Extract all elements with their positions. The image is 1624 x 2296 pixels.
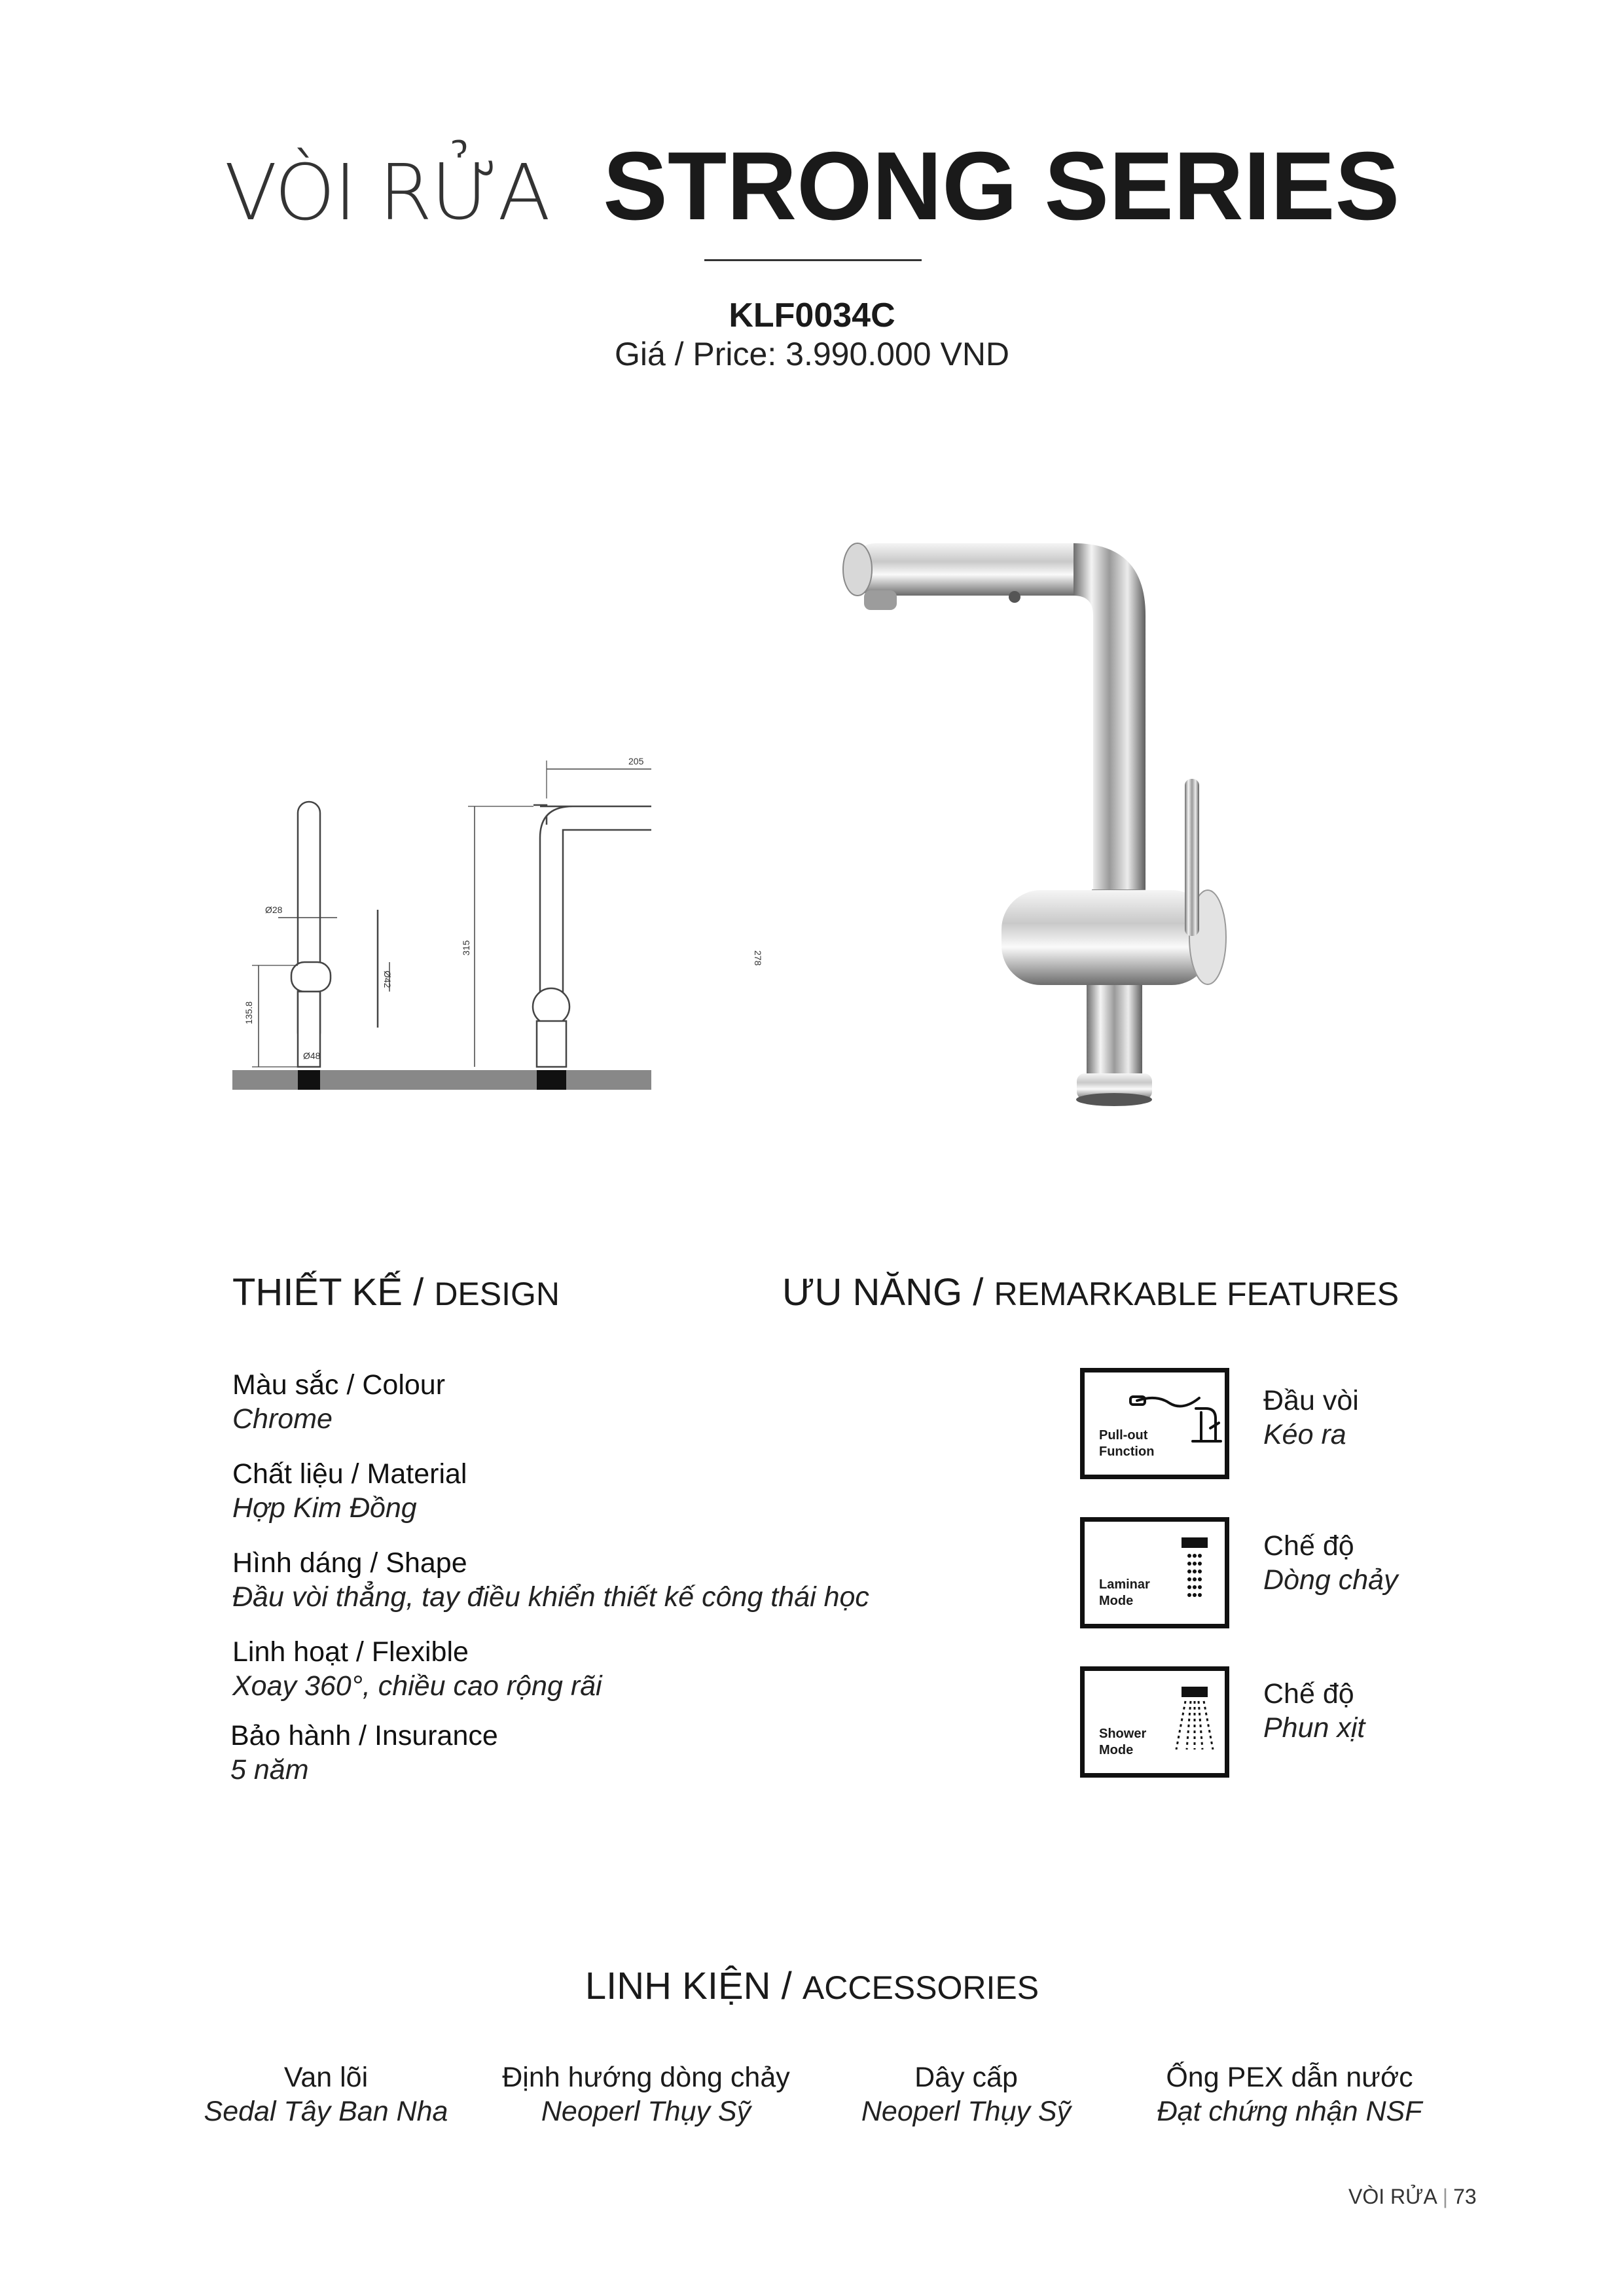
dim-278: 278 [753,950,763,966]
spec-value: Xoay 360°, chiều cao rộng rãi [232,1670,602,1702]
spec-material [232,1457,467,1525]
title-divider [704,259,922,261]
spec-colour [232,1368,445,1436]
accessories-heading-sub: ACCESSORIES [802,1969,1039,2006]
spec-label: Chất liệu / Material [232,1458,467,1490]
dim-d28: Ø28 [265,905,283,915]
dim-d42: Ø42 [382,971,393,988]
feature-box-laminar [1080,1517,1229,1628]
feature-subtitle: Kéo ra [1263,1419,1346,1450]
feature-title: Chế độ [1263,1678,1354,1710]
accessory-item [783,2060,1149,2128]
spec-value: Đầu vòi thẳng, tay điều khiển thiết kế công thái học [232,1581,869,1613]
laminar-stream-icon [1176,1535,1216,1613]
accessory-item [143,2060,509,2128]
spec-label: Linh hoạt / Flexible [232,1636,469,1668]
feature-shower [1263,1677,1365,1745]
spec-label: Bảo hành / Insurance [230,1720,498,1751]
accessory-origin: Neoperl Thụy Sỹ [541,2096,751,2127]
technical-drawing-dims [232,746,821,1113]
feature-subtitle: Dòng chảy [1263,1564,1398,1596]
product-image [838,524,1322,1119]
page-footer: VÒI RỬA | 73 [1348,2185,1477,2208]
spec-insurance [230,1719,498,1787]
feature-laminar [1263,1529,1398,1597]
accessories-heading-main: LINH KIỆN / [585,1965,803,2007]
feature-box-label: Shower Mode [1099,1727,1147,1757]
spec-label: Màu sắc / Colour [232,1369,446,1401]
feature-subtitle: Phun xịt [1263,1712,1365,1744]
accessory-item [1106,2060,1473,2128]
features-heading-main: ƯU NĂNG / [782,1271,994,1314]
spec-value: Hợp Kim Đồng [232,1492,417,1524]
dim-135-8: 135.8 [244,1001,254,1024]
feature-title: Chế độ [1263,1530,1354,1562]
design-heading [232,1270,560,1317]
accessory-name: Định hướng dòng chảy [502,2062,790,2093]
accessory-origin: Neoperl Thụy Sỹ [861,2096,1072,2127]
accessory-name: Van lõi [283,2062,369,2093]
feature-title: Đầu vòi [1263,1385,1359,1416]
accessory-origin: Đạt chứng nhận NSF [1157,2096,1422,2127]
feature-box-pull-out [1080,1368,1229,1479]
accessory-name: Dây cấp [914,2062,1018,2093]
features-heading [782,1270,1399,1317]
title-bold: STRONG SERIES [603,132,1400,240]
accessory-item [463,2060,829,2128]
features-heading-sub: REMARKABLE FEATURES [994,1276,1399,1312]
accessory-origin: Sedal Tây Ban Nha [204,2096,448,2127]
dim-d48: Ø48 [303,1050,321,1061]
dim-205: 205 [628,756,644,766]
design-heading-main: THIẾT KẾ / [232,1271,435,1314]
title-light: VÒI RỬA [224,147,549,238]
page-number: 73 [1453,2185,1477,2208]
design-heading-sub: DESIGN [434,1276,560,1312]
model-number: KLF0034C [729,296,895,334]
feature-pull-out [1263,1384,1359,1452]
shower-spray-icon [1170,1684,1222,1763]
price: Giá / Price: 3.990.000 VND [614,336,1010,372]
dim-315: 315 [461,940,471,956]
spec-value: 5 năm [230,1754,309,1785]
feature-box-label: Laminar Mode [1099,1577,1150,1608]
spec-flexible [232,1635,602,1703]
spec-value: Chrome [232,1403,333,1435]
accessories-heading [0,1964,1624,2011]
spec-shape [232,1546,869,1614]
feature-box-shower [1080,1666,1229,1778]
spec-label: Hình dáng / Shape [232,1547,467,1579]
feature-box-label: Pull-out Function [1099,1428,1155,1459]
footer-section: VÒI RỬA [1348,2185,1437,2208]
page-title [0,131,1624,248]
accessory-name: Ống PEX dẫn nước [1166,2062,1413,2093]
